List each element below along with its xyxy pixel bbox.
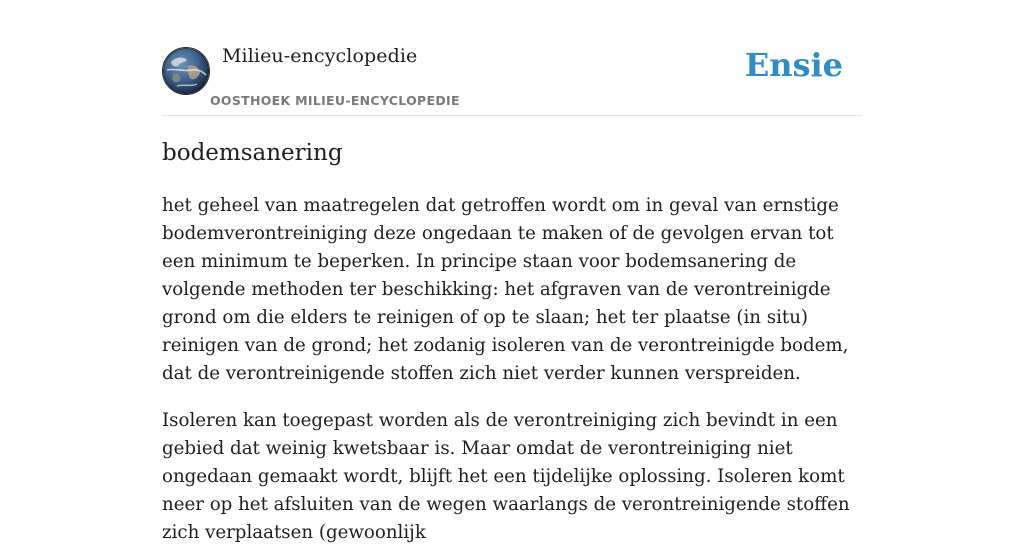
article-paragraph: Isoleren kan toegepast worden als de verontreiniging zich bevindt in een gebied dat weinig kwetsbaar is. Maar omdat de verontreiniging niet ongedaan gemaakt wordt, blijft het een tijdelijke oplossing. Isoleren komt neer op het afsluiten van de wegen waarlangs de verontreinigende stoffen zich verplaatsen (gewoonlijk: [162, 410, 850, 543]
earth-globe-icon[interactable]: [162, 47, 210, 95]
page-container: [162, 0, 862, 543]
site-subtitle[interactable]: OOSTHOEK MILIEU-ENCYCLOPEDIE: [210, 93, 460, 108]
site-name[interactable]: Milieu-encyclopedie: [222, 45, 418, 67]
site-header: [162, 0, 862, 116]
article-paragraph: het geheel van maatregelen dat getroffen wordt om in geval van ernstige bodemverontreiniging deze ongedaan te maken of de gevolgen ervan tot een minimum te beperken. In principe staan voor bodemsanering de volgende methoden ter beschikking: het afgraven van de verontreinigde grond om die elders te reinigen of op te slaan; het ter plaatse (in situ) reinigen van de grond; het zodanig isoleren van de verontreinigde bodem, dat de verontreinigende stoffen zich niet verder kunnen verspreiden.: [162, 195, 849, 384]
article-title: bodemsanering: [162, 140, 343, 166]
brand-logo[interactable]: Ensie: [744, 46, 843, 84]
